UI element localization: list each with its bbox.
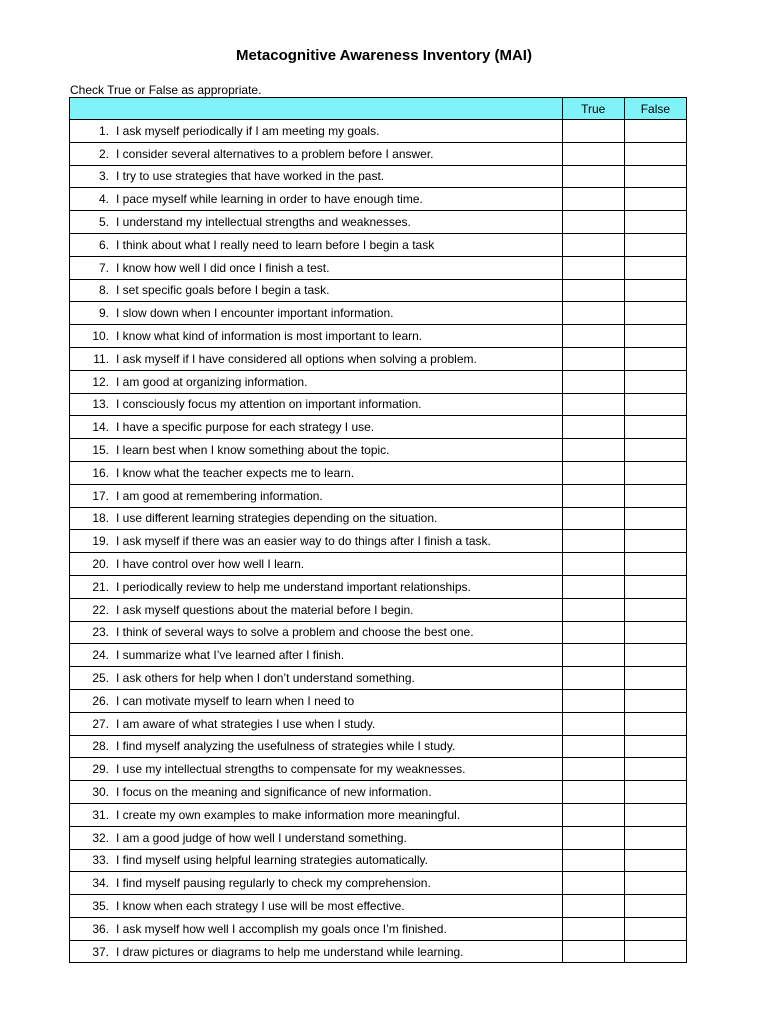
false-checkbox-cell[interactable] (624, 530, 686, 553)
false-checkbox-cell[interactable] (624, 142, 686, 165)
false-checkbox-cell[interactable] (624, 644, 686, 667)
question-cell (70, 461, 563, 484)
table-row (70, 689, 687, 712)
true-checkbox-cell[interactable] (562, 325, 624, 348)
false-checkbox-cell[interactable] (624, 758, 686, 781)
question-cell (70, 256, 563, 279)
true-checkbox-cell[interactable] (562, 849, 624, 872)
true-checkbox-cell[interactable] (562, 370, 624, 393)
question-number: 28. (92, 739, 109, 754)
false-checkbox-cell[interactable] (624, 598, 686, 621)
question-number: 27. (92, 716, 109, 731)
question-number: 4. (98, 192, 109, 207)
question-number: 6. (98, 237, 109, 252)
question-text: I have a specific purpose for each strategy I use. (116, 420, 375, 435)
question-number: 26. (92, 693, 109, 708)
question-text: I ask myself questions about the material before I begin. (116, 602, 414, 617)
question-cell (70, 667, 563, 690)
question-cell (70, 575, 563, 598)
false-checkbox-cell[interactable] (624, 370, 686, 393)
question-number: 16. (92, 465, 109, 480)
true-checkbox-cell[interactable] (562, 211, 624, 234)
table-row (70, 233, 687, 256)
question-number: 36. (92, 921, 109, 936)
question-cell (70, 598, 563, 621)
question-cell (70, 826, 563, 849)
false-checkbox-cell[interactable] (624, 165, 686, 188)
false-checkbox-cell[interactable] (624, 302, 686, 325)
false-checkbox-cell[interactable] (624, 188, 686, 211)
true-checkbox-cell[interactable] (562, 188, 624, 211)
question-cell (70, 279, 563, 302)
question-number: 14. (92, 420, 109, 435)
false-checkbox-cell[interactable] (624, 803, 686, 826)
inventory-table (69, 97, 687, 963)
table-row (70, 917, 687, 940)
question-text: I understand my intellectual strengths and weaknesses. (116, 215, 411, 230)
table-row (70, 803, 687, 826)
header-false: False (624, 98, 686, 120)
true-checkbox-cell[interactable] (562, 507, 624, 530)
true-checkbox-cell[interactable] (562, 917, 624, 940)
true-checkbox-cell[interactable] (562, 279, 624, 302)
table-row (70, 553, 687, 576)
table-row (70, 370, 687, 393)
true-checkbox-cell[interactable] (562, 803, 624, 826)
false-checkbox-cell[interactable] (624, 439, 686, 462)
false-checkbox-cell[interactable] (624, 689, 686, 712)
table-row (70, 735, 687, 758)
table-row (70, 393, 687, 416)
false-checkbox-cell[interactable] (624, 256, 686, 279)
table-body (70, 120, 687, 963)
true-checkbox-cell[interactable] (562, 735, 624, 758)
false-checkbox-cell[interactable] (624, 621, 686, 644)
question-number: 35. (92, 898, 109, 913)
table-row (70, 781, 687, 804)
question-text: I know how well I did once I finish a test. (116, 260, 330, 275)
table-row (70, 644, 687, 667)
question-text: I summarize what I’ve learned after I finish. (116, 648, 345, 663)
false-checkbox-cell[interactable] (624, 712, 686, 735)
question-number: 20. (92, 557, 109, 572)
question-text: I try to use strategies that have worked in the past. (116, 169, 385, 184)
false-checkbox-cell[interactable] (624, 940, 686, 963)
question-text: I know what the teacher expects me to learn. (116, 465, 355, 480)
table-row (70, 439, 687, 462)
table-row (70, 188, 687, 211)
true-checkbox-cell[interactable] (562, 826, 624, 849)
question-number: 10. (92, 329, 109, 344)
true-checkbox-cell[interactable] (562, 484, 624, 507)
table-row (70, 598, 687, 621)
question-text: I create my own examples to make information more meaningful. (116, 807, 461, 822)
table-row (70, 507, 687, 530)
question-text: I periodically review to help me understand important relationships. (116, 579, 471, 594)
question-number: 15. (92, 443, 109, 458)
true-checkbox-cell[interactable] (562, 712, 624, 735)
question-cell (70, 439, 563, 462)
question-text: I learn best when I know something about the topic. (116, 443, 390, 458)
false-checkbox-cell[interactable] (624, 507, 686, 530)
header-true: True (562, 98, 624, 120)
question-text: I slow down when I encounter important information. (116, 306, 394, 321)
true-checkbox-cell[interactable] (562, 781, 624, 804)
false-checkbox-cell[interactable] (624, 416, 686, 439)
table-row (70, 120, 687, 143)
question-cell (70, 507, 563, 530)
true-checkbox-cell[interactable] (562, 530, 624, 553)
true-checkbox-cell[interactable] (562, 553, 624, 576)
table-row (70, 484, 687, 507)
true-checkbox-cell[interactable] (562, 165, 624, 188)
false-checkbox-cell[interactable] (624, 781, 686, 804)
header-question-cell (70, 98, 563, 120)
question-text: I use my intellectual strengths to compensate for my weaknesses. (116, 762, 466, 777)
table-row (70, 302, 687, 325)
question-cell (70, 895, 563, 918)
question-text: I find myself analyzing the usefulness of strategies while I study. (116, 739, 456, 754)
document-title: Metacognitive Awareness Inventory (MAI) (236, 47, 532, 64)
false-checkbox-cell[interactable] (624, 484, 686, 507)
question-cell (70, 872, 563, 895)
question-cell (70, 803, 563, 826)
question-number: 2. (98, 146, 109, 161)
question-number: 23. (92, 625, 109, 640)
false-checkbox-cell[interactable] (624, 826, 686, 849)
question-number: 1. (98, 123, 109, 138)
table-row (70, 667, 687, 690)
table-row (70, 416, 687, 439)
table-row (70, 142, 687, 165)
table-row (70, 325, 687, 348)
question-number: 7. (98, 260, 109, 275)
false-checkbox-cell[interactable] (624, 325, 686, 348)
question-number: 3. (98, 169, 109, 184)
question-text: I ask myself if there was an easier way to do things after I finish a task. (116, 534, 491, 549)
question-number: 5. (98, 215, 109, 230)
true-checkbox-cell[interactable] (562, 142, 624, 165)
true-checkbox-cell[interactable] (562, 302, 624, 325)
false-checkbox-cell[interactable] (624, 917, 686, 940)
question-number: 18. (92, 511, 109, 526)
question-text: I use different learning strategies depending on the situation. (116, 511, 438, 526)
table-header-row (70, 98, 687, 120)
question-cell (70, 735, 563, 758)
false-checkbox-cell[interactable] (624, 667, 686, 690)
table-row (70, 575, 687, 598)
true-checkbox-cell[interactable] (562, 120, 624, 143)
question-text: I am good at remembering information. (116, 488, 323, 503)
question-cell (70, 233, 563, 256)
true-checkbox-cell[interactable] (562, 895, 624, 918)
question-cell (70, 712, 563, 735)
question-cell (70, 940, 563, 963)
question-number: 13. (92, 397, 109, 412)
question-number: 33. (92, 853, 109, 868)
question-number: 30. (92, 785, 109, 799)
true-checkbox-cell[interactable] (562, 233, 624, 256)
question-text: I consider several alternatives to a problem before I answer. (116, 146, 434, 161)
false-checkbox-cell[interactable] (624, 849, 686, 872)
question-number: 32. (92, 830, 109, 845)
false-checkbox-cell[interactable] (624, 393, 686, 416)
true-checkbox-cell[interactable] (562, 689, 624, 712)
true-checkbox-cell[interactable] (562, 461, 624, 484)
question-text: I ask myself how well I accomplish my goals once I’m finished. (116, 921, 447, 936)
table-row (70, 461, 687, 484)
question-number: 34. (92, 876, 109, 891)
question-text: I find myself pausing regularly to check my comprehension. (116, 876, 431, 891)
question-text: I pace myself while learning in order to have enough time. (116, 192, 423, 207)
question-cell (70, 644, 563, 667)
false-checkbox-cell[interactable] (624, 895, 686, 918)
table-row (70, 940, 687, 963)
question-cell (70, 758, 563, 781)
table-row (70, 256, 687, 279)
true-checkbox-cell[interactable] (562, 347, 624, 370)
question-text: I draw pictures or diagrams to help me understand while learning. (116, 944, 464, 959)
question-text: I can motivate myself to learn when I need to (116, 693, 355, 708)
question-text: I think of several ways to solve a problem and choose the best one. (116, 625, 474, 640)
question-number: 21. (92, 579, 109, 594)
question-cell (70, 621, 563, 644)
true-checkbox-cell[interactable] (562, 439, 624, 462)
false-checkbox-cell[interactable] (624, 120, 686, 143)
question-cell (70, 530, 563, 553)
false-checkbox-cell[interactable] (624, 553, 686, 576)
true-checkbox-cell[interactable] (562, 758, 624, 781)
question-cell (70, 393, 563, 416)
true-checkbox-cell[interactable] (562, 575, 624, 598)
table-row (70, 872, 687, 895)
table-row (70, 712, 687, 735)
instructions-text: Check True or False as appropriate. (70, 83, 262, 97)
question-number: 17. (92, 488, 109, 503)
question-cell (70, 917, 563, 940)
true-checkbox-cell[interactable] (562, 667, 624, 690)
false-checkbox-cell[interactable] (624, 279, 686, 302)
question-text: I ask myself periodically if I am meeting my goals. (116, 123, 380, 138)
question-text: I set specific goals before I begin a task. (116, 283, 330, 298)
question-cell (70, 120, 563, 143)
question-cell (70, 781, 563, 804)
table-row (70, 530, 687, 553)
false-checkbox-cell[interactable] (624, 575, 686, 598)
question-number: 29. (92, 762, 109, 777)
question-text: I know when each strategy I use will be most effective. (116, 898, 405, 913)
question-cell (70, 347, 563, 370)
question-text: I consciously focus my attention on important information. (116, 397, 422, 412)
question-text: I am a good judge of how well I understand something. (116, 830, 407, 845)
question-number: 19. (92, 534, 109, 549)
question-text: I am aware of what strategies I use when I study. (116, 716, 376, 731)
table-row (70, 347, 687, 370)
table-row (70, 895, 687, 918)
question-number: 11. (93, 351, 109, 366)
question-cell (70, 689, 563, 712)
true-checkbox-cell[interactable] (562, 621, 624, 644)
question-cell (70, 188, 563, 211)
false-checkbox-cell[interactable] (624, 735, 686, 758)
table-row (70, 849, 687, 872)
question-number: 37. (92, 944, 109, 959)
table-row (70, 758, 687, 781)
question-cell (70, 165, 563, 188)
true-checkbox-cell[interactable] (562, 940, 624, 963)
question-text: I am good at organizing information. (116, 374, 308, 389)
question-text: I have control over how well I learn. (116, 557, 305, 572)
false-checkbox-cell[interactable] (624, 211, 686, 234)
question-cell (70, 849, 563, 872)
true-checkbox-cell[interactable] (562, 644, 624, 667)
question-number: 12. (92, 374, 109, 389)
false-checkbox-cell[interactable] (624, 872, 686, 895)
question-cell (70, 416, 563, 439)
question-number: 25. (92, 671, 109, 686)
question-number: 9. (98, 306, 109, 321)
false-checkbox-cell[interactable] (624, 347, 686, 370)
question-text: I find myself using helpful learning strategies automatically. (116, 853, 428, 868)
question-text: I focus on the meaning and significance of new information. (116, 785, 432, 799)
table-row (70, 165, 687, 188)
question-cell (70, 553, 563, 576)
table-row (70, 826, 687, 849)
true-checkbox-cell[interactable] (562, 598, 624, 621)
table-row (70, 211, 687, 234)
question-text: I ask others for help when I don’t understand something. (116, 671, 415, 686)
table-row (70, 621, 687, 644)
question-number: 22. (92, 602, 109, 617)
question-text: I ask myself if I have considered all options when solving a problem. (116, 351, 477, 366)
question-cell (70, 484, 563, 507)
question-cell (70, 325, 563, 348)
question-text: I know what kind of information is most important to learn. (116, 329, 423, 344)
question-number: 8. (98, 283, 109, 298)
question-cell (70, 370, 563, 393)
true-checkbox-cell[interactable] (562, 416, 624, 439)
true-checkbox-cell[interactable] (562, 256, 624, 279)
question-cell (70, 302, 563, 325)
true-checkbox-cell[interactable] (562, 393, 624, 416)
question-cell (70, 211, 563, 234)
question-number: 24. (92, 648, 109, 663)
table-row (70, 279, 687, 302)
question-text: I think about what I really need to learn before I begin a task (116, 237, 435, 252)
true-checkbox-cell[interactable] (562, 872, 624, 895)
question-cell (70, 142, 563, 165)
question-number: 31. (92, 807, 109, 822)
false-checkbox-cell[interactable] (624, 233, 686, 256)
false-checkbox-cell[interactable] (624, 461, 686, 484)
